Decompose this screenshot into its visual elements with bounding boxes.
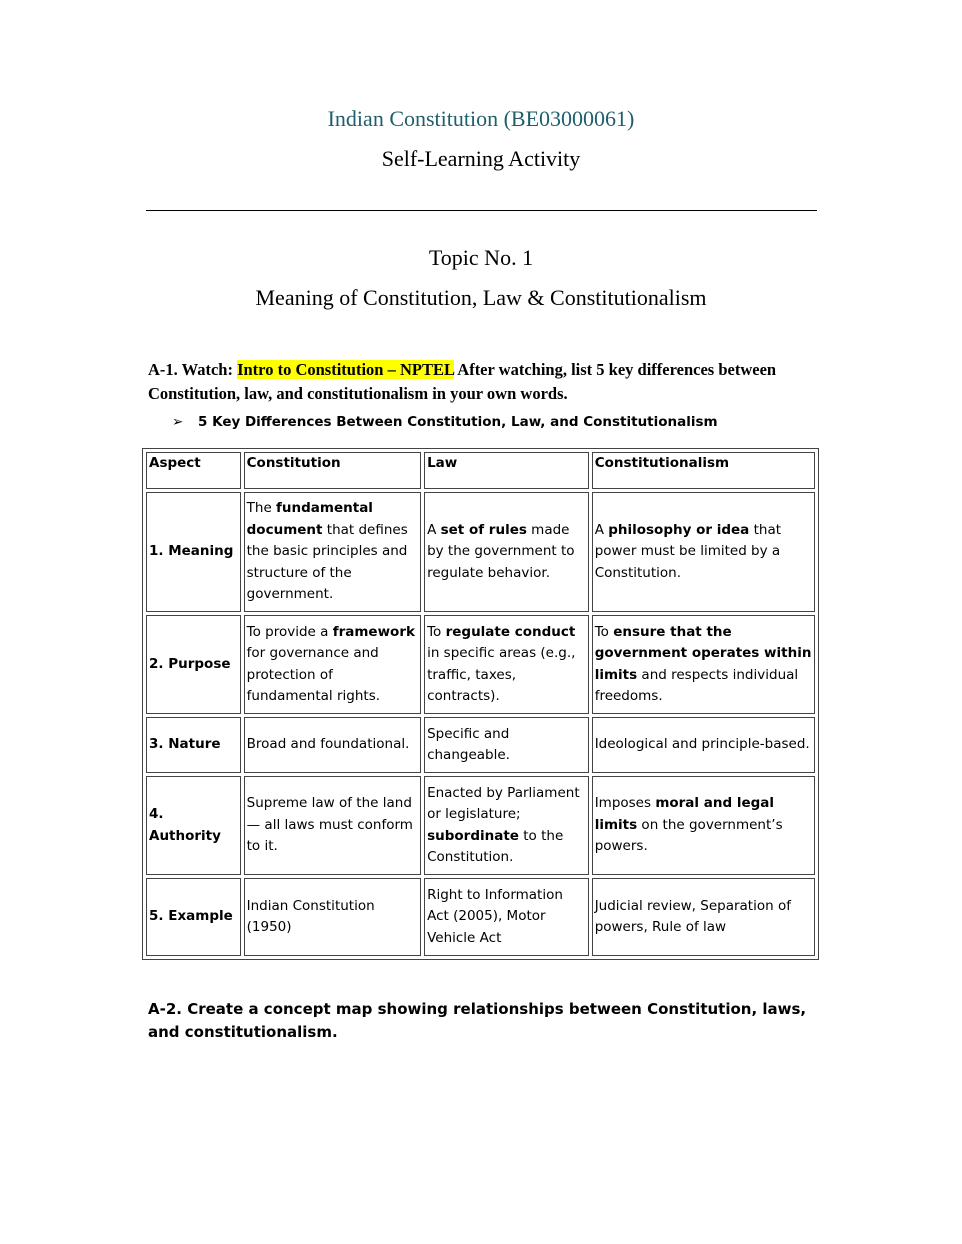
column-header: Law: [424, 452, 589, 489]
cell-text: To provide a: [246, 623, 333, 640]
table-cell: [424, 717, 589, 773]
table-cell: [244, 615, 421, 714]
activity-title: Self-Learning Activity: [381, 146, 581, 171]
cell-text: Indian Constitution (1950): [246, 897, 375, 935]
table-cell: [424, 492, 589, 612]
cell-text: To: [427, 623, 446, 640]
bold-text: set of rules: [440, 521, 527, 538]
column-header: Constitutionalism: [592, 452, 815, 489]
aspect-cell: 4. Authority: [146, 776, 241, 875]
cell-text: A: [427, 521, 441, 538]
table-cell: [592, 878, 815, 956]
cell-text: for governance and protection of fundamental rights.: [246, 645, 381, 704]
cell-text: Ideological and principle-based.: [594, 736, 810, 753]
subheading-text: 5 Key Differences Between Constitution, Law, and Constitutionalism: [198, 414, 718, 430]
table-cell: [592, 717, 815, 773]
table-header-row: [146, 452, 815, 489]
topic-title: Meaning of Constitution, Law & Constitutionalism: [255, 285, 707, 310]
cell-text: Specific and changeable.: [427, 725, 510, 763]
table-cell: [424, 615, 589, 714]
cell-text: Judicial review, Separation of powers, Rule of law: [594, 897, 791, 935]
cell-text: The: [246, 500, 277, 517]
table-cell: [592, 492, 815, 612]
aspect-cell: 5. Example: [146, 878, 241, 956]
table-cell: [424, 776, 589, 875]
bold-text: philosophy or idea: [608, 521, 750, 538]
column-header: Constitution: [244, 452, 421, 489]
cell-text: in specific areas (e.g., traffic, taxes, contracts).: [427, 645, 576, 704]
bold-text: subordinate: [427, 827, 519, 844]
bold-text: moral and legal limits: [594, 795, 775, 833]
question-a2: A-2. Create a concept map showing relationships between Constitution, laws, and constitutionalism.: [148, 1000, 807, 1041]
cell-text: to the Constitution.: [427, 827, 564, 865]
bold-text: fundamental document: [246, 500, 373, 538]
table-cell: [244, 717, 421, 773]
table-cell: [592, 776, 815, 875]
bold-text: regulate conduct: [445, 623, 576, 640]
cell-text: and respects individual freedoms.: [594, 666, 799, 704]
cell-text: Broad and foundational.: [246, 736, 410, 753]
question-a1-prefix: A-1. Watch:: [148, 360, 238, 379]
aspect-cell: 2. Purpose: [146, 615, 241, 714]
cell-text: that defines the basic principles and structure of the government.: [246, 521, 408, 603]
arrow-bullet-icon: ➢: [172, 414, 184, 430]
table-cell: [244, 492, 421, 612]
table-row: [146, 615, 815, 714]
horizontal-divider: [146, 210, 817, 211]
nptel-video-link[interactable]: Intro to Constitution – NPTEL: [237, 360, 455, 379]
cell-text: To: [594, 623, 614, 640]
question-a1: [148, 358, 818, 406]
table-row: [146, 878, 815, 956]
question-a1-text: After watching, list 5 key differences between Constitution, law, and constitutionalism in your own words.: [148, 360, 777, 403]
aspect-cell: 1. Meaning: [146, 492, 241, 612]
cell-text: that power must be limited by a Constitution.: [594, 521, 782, 581]
cell-text: Imposes: [594, 795, 656, 812]
table-cell: [244, 776, 421, 875]
cell-text: Enacted by Parliament or legislature;: [427, 784, 580, 822]
topic-number: Topic No. 1: [428, 245, 534, 270]
cell-text: made by the government to regulate behavior.: [427, 521, 575, 581]
aspect-cell: 3. Nature: [146, 717, 241, 773]
column-header: Aspect: [146, 452, 241, 489]
table-row: [146, 776, 815, 875]
bold-text: framework: [332, 623, 415, 640]
table-cell: [424, 878, 589, 956]
table-row: [146, 717, 815, 773]
cell-text: Supreme law of the land — all laws must conform to it.: [246, 795, 413, 855]
cell-text: Right to Information Act (2005), Motor Vehicle Act: [427, 886, 563, 946]
table-row: [146, 492, 815, 612]
bold-text: ensure that the government operates within limits: [594, 623, 812, 683]
differences-subheading: [172, 414, 718, 430]
table-cell: [244, 878, 421, 956]
course-title: Indian Constitution (BE03000061): [327, 106, 635, 131]
cell-text: A: [594, 521, 609, 538]
cell-text: on the government’s powers.: [594, 816, 783, 855]
differences-table: [142, 448, 819, 960]
table-cell: [592, 615, 815, 714]
